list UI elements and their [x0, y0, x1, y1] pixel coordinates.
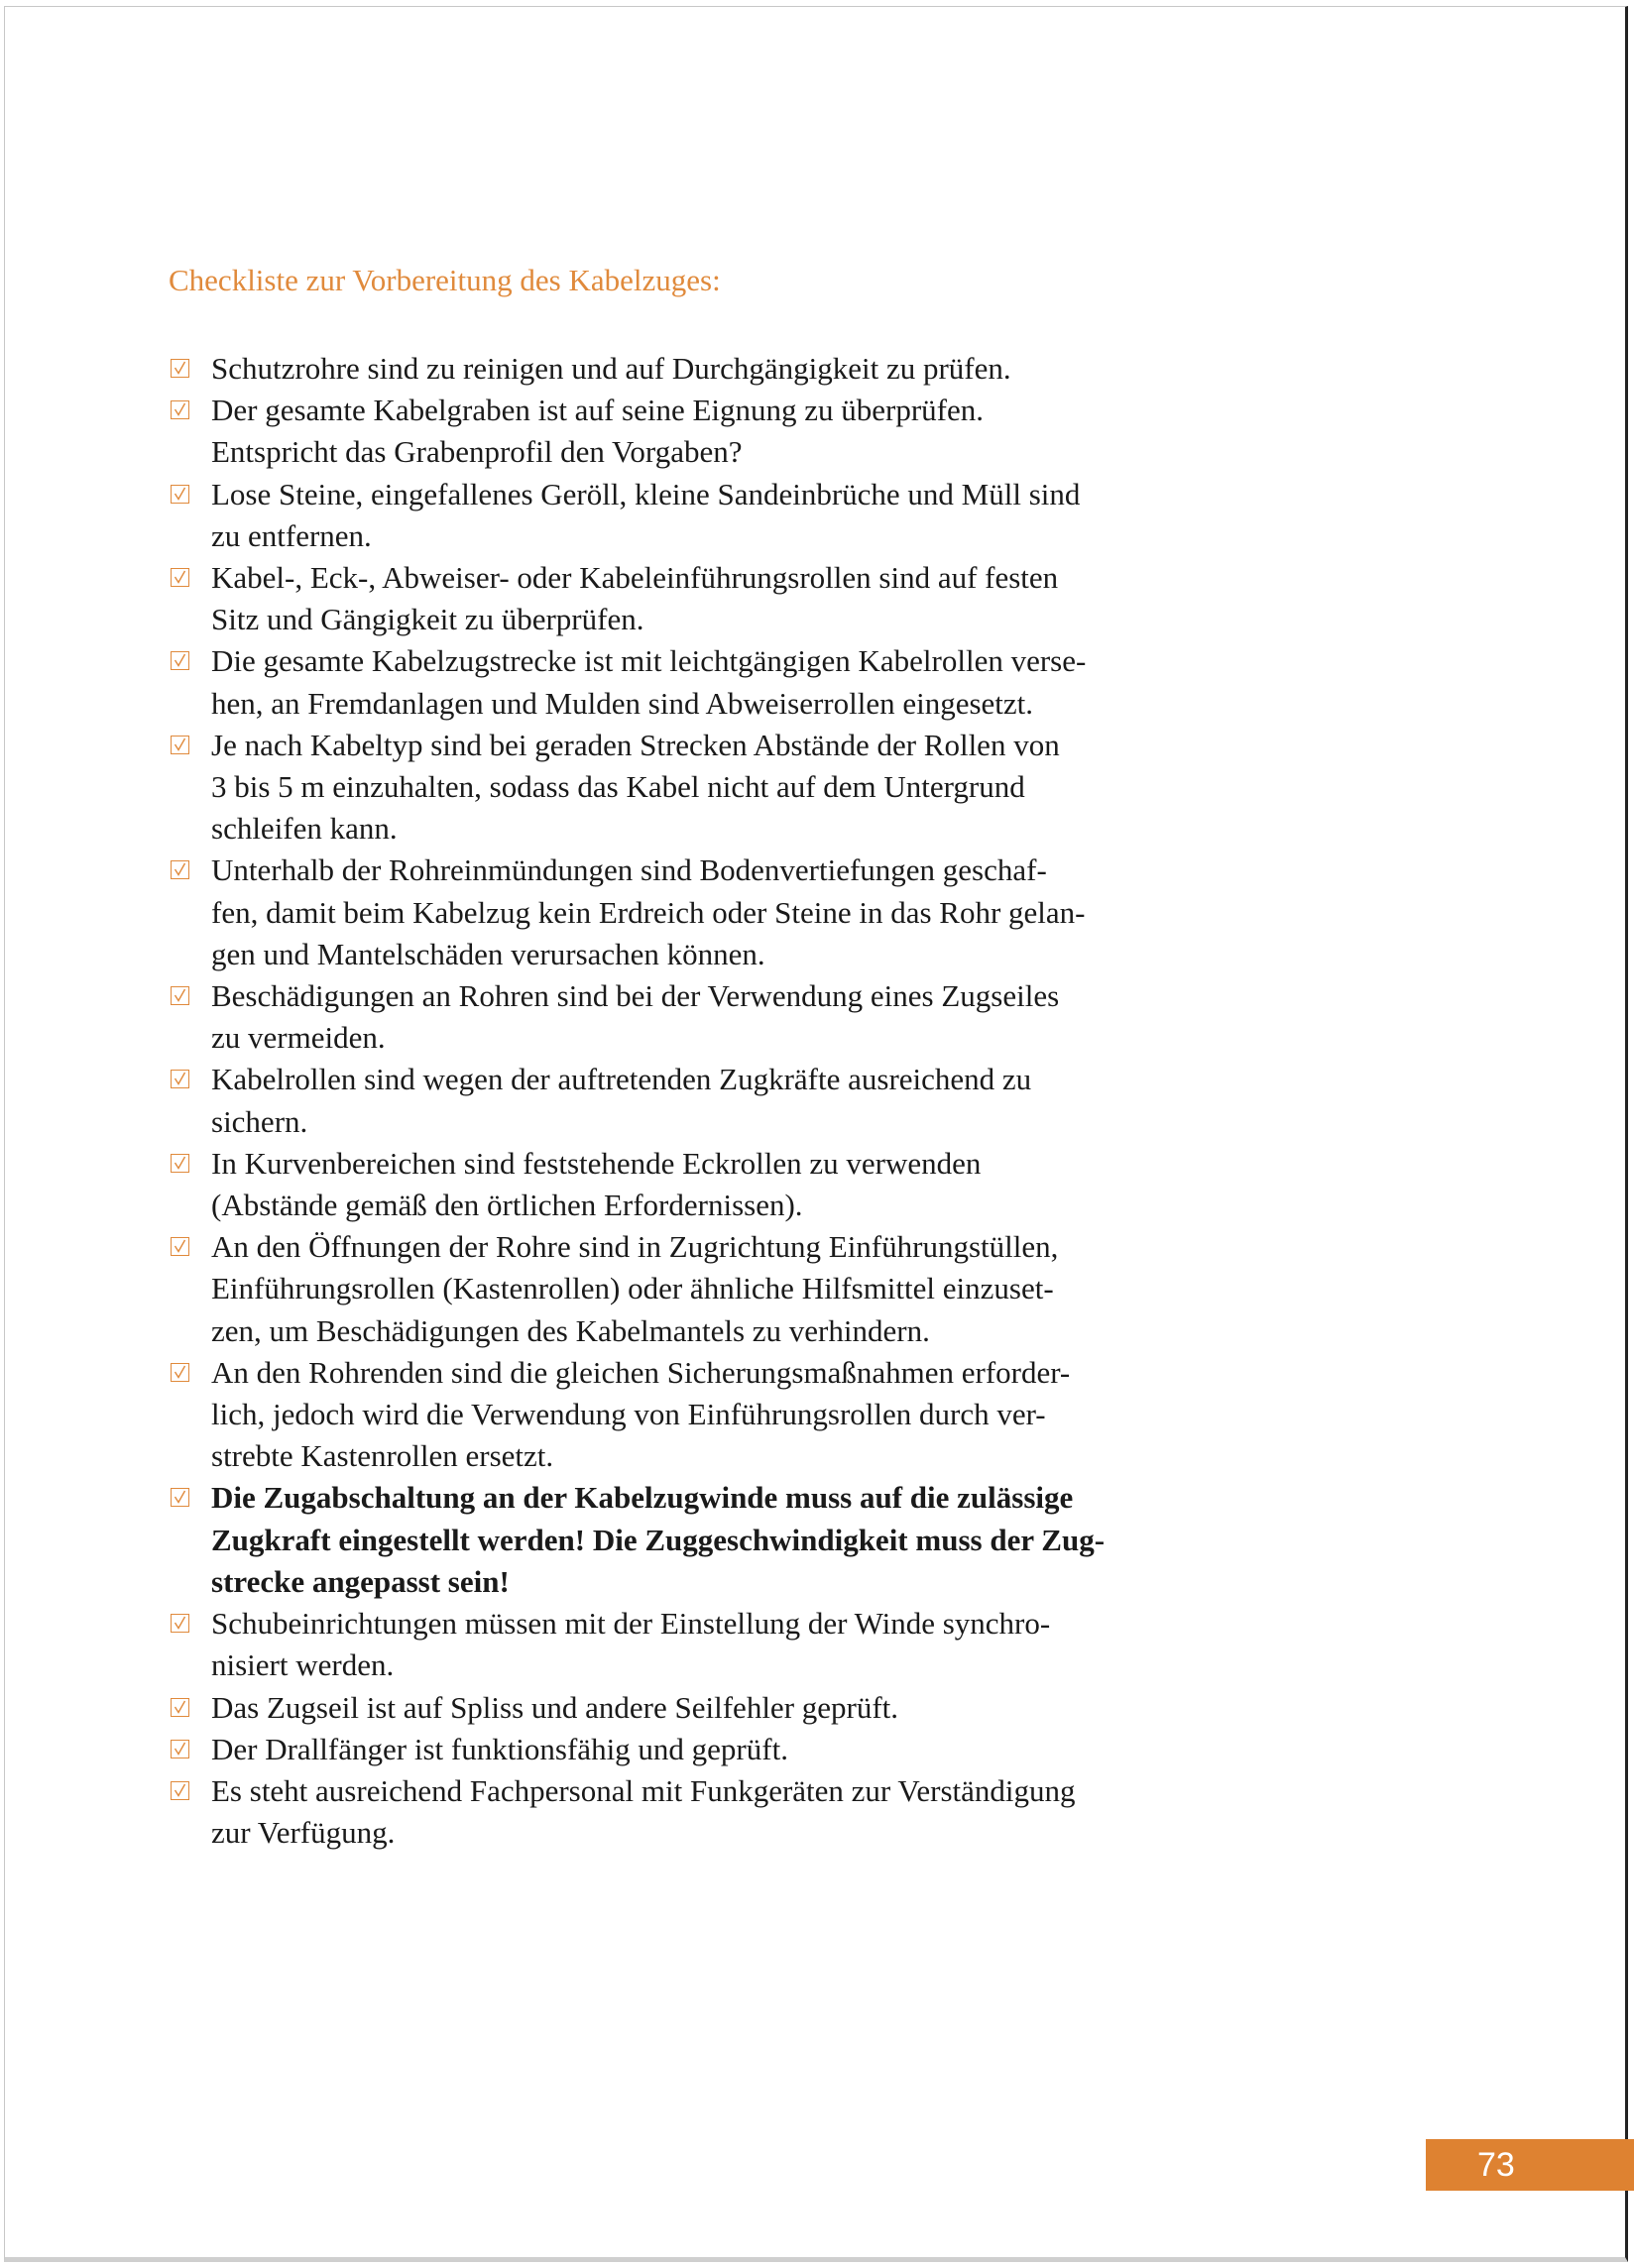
checklist-item	[169, 348, 1190, 390]
checklist-item	[169, 1143, 1190, 1226]
checkbox-checked-icon	[171, 860, 189, 879]
checklist-item	[169, 557, 1190, 640]
checklist-item	[169, 1352, 1190, 1478]
checkbox-checked-icon	[171, 400, 189, 419]
checklist-item-text: Der gesamte Kabelgraben ist auf seine Eignung zu überprüfen. Entspricht das Grabenprofil den Vorgaben?	[211, 393, 985, 470]
checklist-item	[169, 1477, 1190, 1603]
checklist-item	[169, 1226, 1190, 1352]
checkbox-checked-icon	[171, 1154, 189, 1173]
checklist-item-text: Kabelrollen sind wegen der auftretenden Zugkräfte ausreichend zu sichern.	[211, 1062, 1032, 1139]
checkbox-checked-icon	[171, 1698, 189, 1717]
checklist-item	[169, 390, 1190, 473]
checklist-item-text: An den Öffnungen der Rohre sind in Zugrichtung Einführungstüllen, Einführungsrollen (Kastenrollen) oder ähnliche Hilfsmittel einzuset- zen, um Beschädigungen des Kabelmantels zu verhindern.	[211, 1229, 1059, 1348]
checkbox-checked-icon	[171, 1070, 189, 1088]
checklist-item	[169, 850, 1190, 975]
checklist-item	[169, 1729, 1190, 1770]
checkbox-checked-icon	[171, 1488, 189, 1507]
checklist-item-text: Kabel-, Eck-, Abweiser- oder Kabeleinführungsrollen sind auf festen Sitz und Gängigkeit zu überprüfen.	[211, 560, 1059, 637]
checklist-item	[169, 975, 1190, 1059]
checkbox-checked-icon	[171, 485, 189, 504]
checklist-item	[169, 474, 1190, 557]
checklist-item-text: Es steht ausreichend Fachpersonal mit Funkgeräten zur Verständigung zur Verfügung.	[211, 1772, 1076, 1851]
checklist-item-text: Schubeinrichtungen müssen mit der Einstellung der Winde synchro- nisiert werden.	[211, 1606, 1051, 1683]
checkbox-checked-icon	[171, 1740, 189, 1758]
checklist-item-text: Beschädigungen an Rohren sind bei der Verwendung eines Zugseiles zu vermeiden.	[211, 978, 1060, 1056]
document-page	[4, 6, 1628, 2262]
checkbox-checked-icon	[171, 1614, 189, 1633]
checklist-item	[169, 1059, 1190, 1142]
checklist-title: Checkliste zur Vorbereitung des Kabelzuges:	[169, 263, 721, 297]
checkbox-checked-icon	[171, 986, 189, 1005]
checklist-item-text: Schutzrohre sind zu reinigen und auf Durchgängigkeit zu prüfen.	[211, 351, 1011, 386]
checklist-item-text: Die gesamte Kabelzugstrecke ist mit leichtgängigen Kabelrollen verse- hen, an Fremdanlagen und Mulden sind Abweiserrollen eingesetzt.	[211, 643, 1087, 721]
checkbox-checked-icon	[171, 1363, 189, 1382]
checkbox-checked-icon	[171, 359, 189, 378]
page-number: 73	[1426, 2139, 1634, 2191]
checkbox-checked-icon	[171, 651, 189, 670]
checklist-item-text: Der Drallfänger ist funktionsfähig und geprüft.	[211, 1731, 788, 1766]
checkbox-checked-icon	[171, 568, 189, 587]
checklist-item	[169, 1687, 1190, 1729]
checklist-item	[169, 640, 1190, 724]
checklist-item-text: Das Zugseil ist auf Spliss und andere Seilfehler geprüft.	[211, 1689, 899, 1725]
checklist-item-text: An den Rohrenden sind die gleichen Sicherungsmaßnahmen erforder- lich, jedoch wird die Verwendung von Einführungsrollen durch ver- strebte Kastenrollen ersetzt.	[211, 1354, 1071, 1474]
checklist-item	[169, 725, 1190, 850]
checkbox-checked-icon	[171, 736, 189, 754]
checklist-item	[169, 1770, 1190, 1854]
checklist-item-text: Je nach Kabeltyp sind bei geraden Strecken Abstände der Rollen von 3 bis 5 m einzuhalten, sodass das Kabel nicht auf dem Untergrund schleifen kann.	[211, 727, 1060, 847]
checklist-item-text: In Kurvenbereichen sind feststehende Eckrollen zu verwenden (Abstände gemäß den örtlichen Erfordernissen).	[211, 1145, 982, 1223]
checklist-item-text: Unterhalb der Rohreinmündungen sind Bodenvertiefungen geschaf- fen, damit beim Kabelzug kein Erdreich oder Steine in das Rohr gelan- gen und Mantelschäden verursachen können.	[211, 852, 1086, 971]
checkbox-checked-icon	[171, 1781, 189, 1800]
checklist	[169, 348, 1190, 1854]
checklist-item	[169, 1603, 1190, 1686]
checklist-item-text: Die Zugabschaltung an der Kabelzugwinde muss auf die zulässige Zugkraft eingestellt werden! Die Zuggeschwindigkeit muss der Zug- strecke angepasst sein!	[211, 1480, 1106, 1599]
checklist-item-text: Lose Steine, eingefallenes Geröll, kleine Sandeinbrüche und Müll sind zu entfernen.	[211, 476, 1081, 553]
checkbox-checked-icon	[171, 1237, 189, 1256]
